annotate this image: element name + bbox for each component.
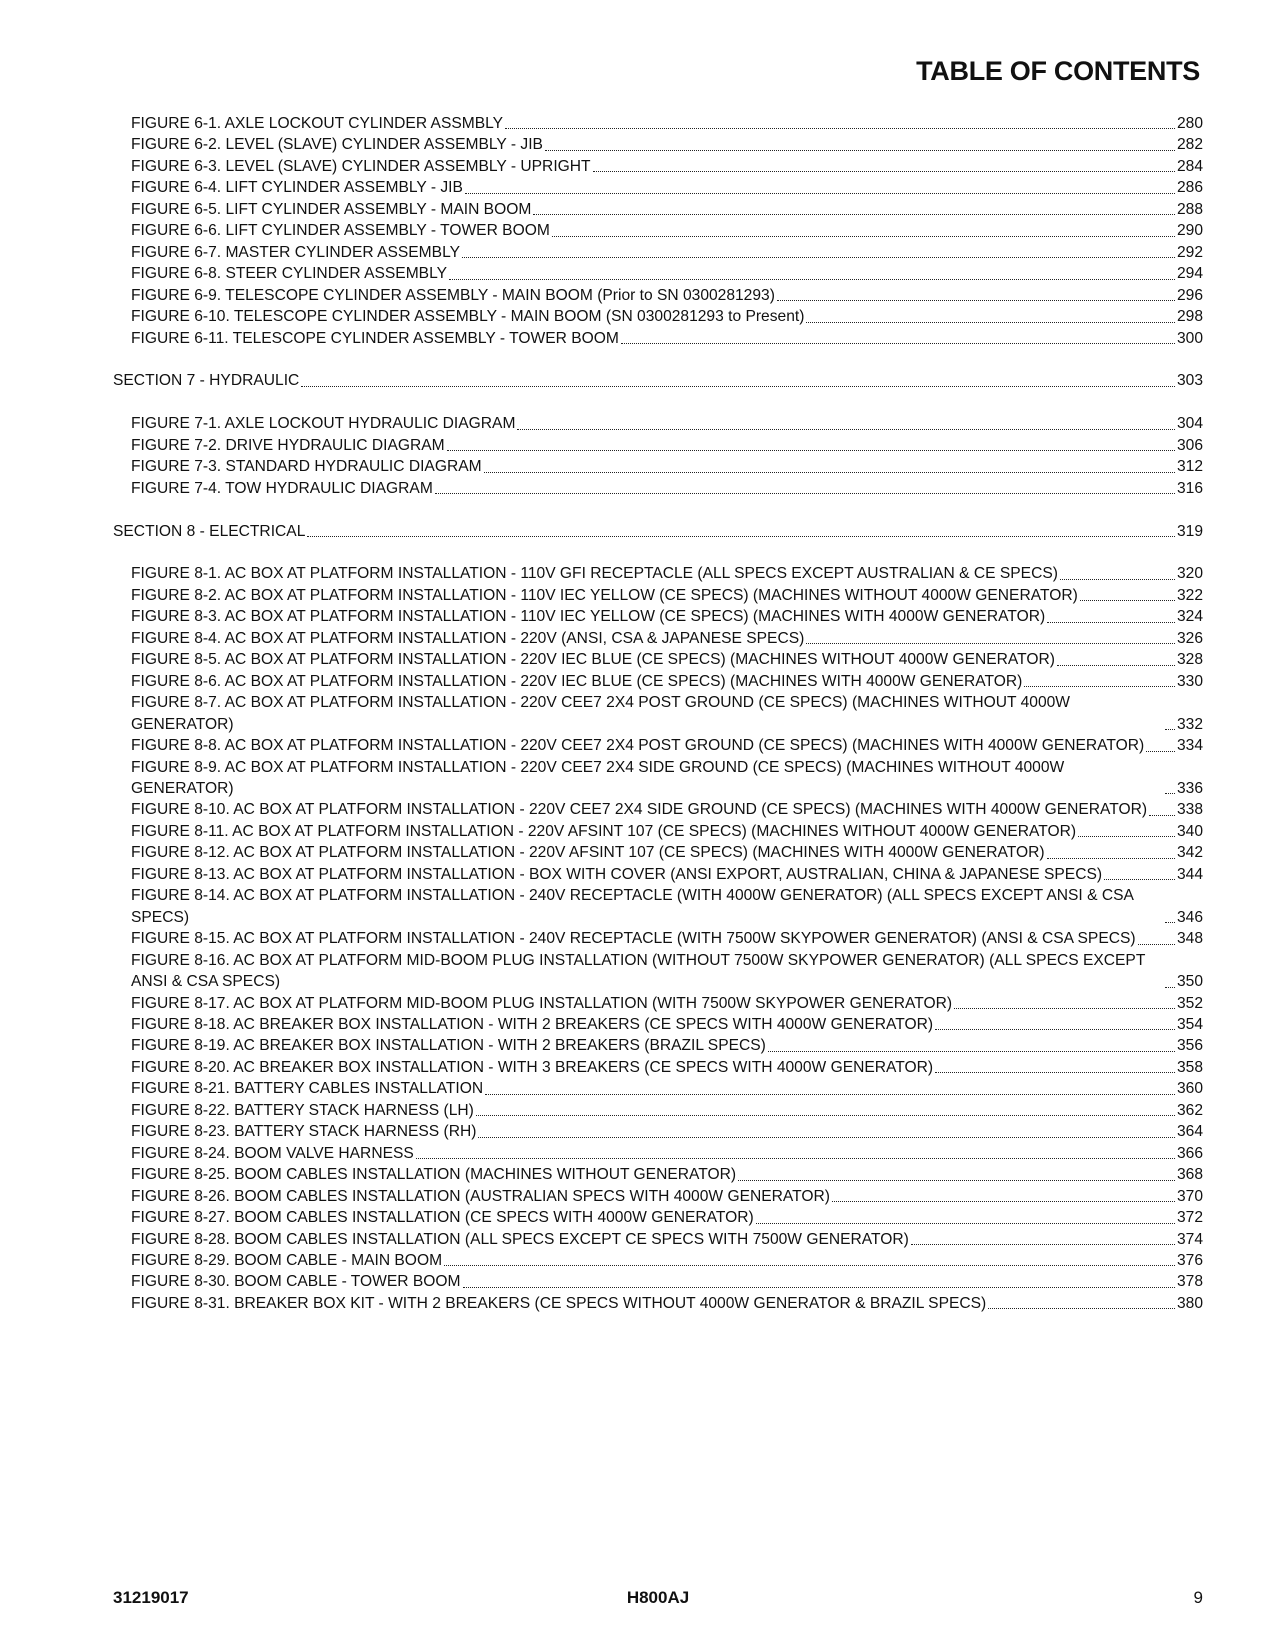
toc-entry-page-number: 380 xyxy=(1176,1294,1203,1312)
toc-entry-title: FIGURE 8-25. BOOM CABLES INSTALLATION (MACHINES WITHOUT GENERATOR) xyxy=(131,1166,737,1184)
toc-entry-page-number: 362 xyxy=(1176,1101,1203,1119)
dot-leader xyxy=(1138,944,1175,945)
toc-entry-title: SECTION 8 - ELECTRICAL xyxy=(113,522,306,540)
toc-figure-entry[interactable] xyxy=(113,285,1203,306)
toc-entry-title: FIGURE 8-28. BOOM CABLES INSTALLATION (ALL SPECS EXCEPT CE SPECS WITH 7500W GENERATOR) xyxy=(131,1230,909,1248)
dot-leader xyxy=(806,643,1175,644)
toc-entry-page-number: 320 xyxy=(1176,565,1203,583)
toc-entry-title: FIGURE 6-11. TELESCOPE CYLINDER ASSEMBLY - TOWER BOOM xyxy=(131,329,619,347)
toc-figure-entry[interactable] xyxy=(113,199,1203,220)
toc-figure-entry[interactable] xyxy=(113,649,1203,670)
toc-entry-page-number: 378 xyxy=(1176,1273,1203,1291)
toc-figure-entry[interactable] xyxy=(113,757,1203,800)
toc-entry-title: FIGURE 8-19. AC BREAKER BOX INSTALLATION - WITH 2 BREAKERS (BRAZIL SPECS) xyxy=(131,1037,766,1055)
toc-figure-entry[interactable] xyxy=(113,799,1203,820)
dot-leader xyxy=(444,1265,1175,1266)
dot-leader xyxy=(416,1158,1175,1159)
toc-figure-entry[interactable] xyxy=(113,156,1203,177)
toc-entry-title: FIGURE 8-16. AC BOX AT PLATFORM MID-BOOM PLUG INSTALLATION (WITHOUT 7500W SKYPOWER GENERATOR) (ALL SPECS EXCEPT ANSI & CSA SPECS) xyxy=(131,951,1146,991)
dot-leader xyxy=(1057,665,1175,666)
toc-figure-entry[interactable] xyxy=(113,950,1203,993)
toc-entry-title: FIGURE 6-2. LEVEL (SLAVE) CYLINDER ASSEMBLY - JIB xyxy=(131,136,543,154)
toc-entry-page-number: 336 xyxy=(1176,779,1203,797)
toc-entry-title: FIGURE 8-3. AC BOX AT PLATFORM INSTALLATION - 110V IEC YELLOW (CE SPECS) (MACHINES WITH 4000W GENERATOR) xyxy=(131,608,1046,626)
toc-entry-page-number: 340 xyxy=(1176,822,1203,840)
document-number: 31219017 xyxy=(113,1588,189,1607)
dot-leader xyxy=(301,386,1175,387)
dot-leader xyxy=(1047,622,1175,623)
toc-entry-page-number: 319 xyxy=(1176,522,1203,540)
dot-leader xyxy=(756,1223,1175,1224)
dot-leader xyxy=(1165,729,1175,730)
toc-entry-page-number: 300 xyxy=(1176,329,1203,347)
toc-figure-entry[interactable] xyxy=(113,1164,1203,1185)
dot-leader xyxy=(476,1115,1175,1116)
dot-leader xyxy=(447,450,1175,451)
dot-leader xyxy=(738,1180,1175,1181)
toc-entry-title: FIGURE 8-22. BATTERY STACK HARNESS (LH) xyxy=(131,1101,474,1119)
dot-leader xyxy=(505,128,1175,129)
toc-entry-page-number: 358 xyxy=(1176,1058,1203,1076)
dot-leader xyxy=(768,1051,1175,1052)
toc-entry-title: FIGURE 6-4. LIFT CYLINDER ASSEMBLY - JIB xyxy=(131,179,463,197)
toc-figure-entry[interactable] xyxy=(113,306,1203,327)
toc-entry-title: FIGURE 8-15. AC BOX AT PLATFORM INSTALLATION - 240V RECEPTACLE (WITH 7500W SKYPOWER GENERATOR) (ANSI & CSA SPECS) xyxy=(131,930,1136,948)
toc-figure-entry[interactable] xyxy=(113,328,1203,349)
toc-entry-page-number: 322 xyxy=(1176,586,1203,604)
dot-leader xyxy=(806,322,1175,323)
dot-leader xyxy=(1104,879,1175,880)
toc-entry-title: FIGURE 8-4. AC BOX AT PLATFORM INSTALLATION - 220V (ANSI, CSA & JAPANESE SPECS) xyxy=(131,629,805,647)
toc-entry-title: FIGURE 8-26. BOOM CABLES INSTALLATION (AUSTRALIAN SPECS WITH 4000W GENERATOR) xyxy=(131,1187,830,1205)
toc-entry-page-number: 338 xyxy=(1176,801,1203,819)
toc-entry-page-number: 284 xyxy=(1176,157,1203,175)
dot-leader xyxy=(545,150,1175,151)
toc-figure-entry[interactable] xyxy=(113,928,1203,949)
dot-leader xyxy=(988,1308,1175,1309)
dot-leader xyxy=(593,171,1175,172)
toc-figure-entry[interactable] xyxy=(113,671,1203,692)
toc-entry-title: FIGURE 8-30. BOOM CABLE - TOWER BOOM xyxy=(131,1273,461,1291)
toc-figure-entry[interactable] xyxy=(113,113,1203,134)
toc-entry-page-number: 282 xyxy=(1176,136,1203,154)
toc-section-entry[interactable] xyxy=(113,370,1203,391)
toc-entry-title: FIGURE 8-27. BOOM CABLES INSTALLATION (CE SPECS WITH 4000W GENERATOR) xyxy=(131,1209,754,1227)
toc-figure-entry[interactable] xyxy=(113,1186,1203,1207)
dot-leader xyxy=(1165,922,1175,923)
toc-figure-entry[interactable] xyxy=(113,134,1203,155)
toc-entry-title: FIGURE 7-4. TOW HYDRAULIC DIAGRAM xyxy=(131,479,433,497)
toc-figure-entry[interactable] xyxy=(113,413,1203,434)
toc-entry-title: FIGURE 6-3. LEVEL (SLAVE) CYLINDER ASSEMBLY - UPRIGHT xyxy=(131,157,591,175)
dot-leader xyxy=(307,536,1175,537)
toc-entry-title: FIGURE 8-13. AC BOX AT PLATFORM INSTALLATION - BOX WITH COVER (ANSI EXPORT, AUSTRALIAN, CHINA & JAPANESE SPECS) xyxy=(131,865,1103,883)
toc-entry-page-number: 346 xyxy=(1176,908,1203,926)
toc-entry-title: FIGURE 8-31. BREAKER BOX KIT - WITH 2 BREAKERS (CE SPECS WITHOUT 4000W GENERATOR & BRAZIL SPECS) xyxy=(131,1294,987,1312)
toc-entry-title: FIGURE 6-1. AXLE LOCKOUT CYLINDER ASSMBLY xyxy=(131,115,504,132)
toc-entry-page-number: 316 xyxy=(1176,479,1203,497)
page-number: 9 xyxy=(1193,1588,1203,1607)
toc-entry-page-number: 330 xyxy=(1176,672,1203,690)
toc-figure-entry[interactable] xyxy=(113,821,1203,842)
toc-figure-entry[interactable] xyxy=(113,1207,1203,1228)
toc-figure-entry[interactable] xyxy=(113,263,1203,284)
dot-leader xyxy=(954,1008,1175,1009)
toc-entry-title: FIGURE 6-6. LIFT CYLINDER ASSEMBLY - TOWER BOOM xyxy=(131,222,550,240)
table-of-contents-list xyxy=(113,113,1203,1314)
toc-entry-page-number: 370 xyxy=(1176,1187,1203,1205)
toc-entry-page-number: 298 xyxy=(1176,308,1203,326)
toc-figure-entry[interactable] xyxy=(113,456,1203,477)
toc-figure-entry[interactable] xyxy=(113,735,1203,756)
toc-entry-page-number: 286 xyxy=(1176,179,1203,197)
toc-entry-title: FIGURE 8-14. AC BOX AT PLATFORM INSTALLATION - 240V RECEPTACLE (WITH 4000W GENERATOR) (ALL SPECS EXCEPT ANSI & CSA SPECS) xyxy=(131,887,1134,926)
toc-entry-page-number: 328 xyxy=(1176,651,1203,669)
toc-entry-title: FIGURE 8-23. BATTERY STACK HARNESS (RH) xyxy=(131,1123,477,1141)
toc-figure-entry[interactable] xyxy=(113,585,1203,606)
toc-entry-page-number: 368 xyxy=(1176,1166,1203,1184)
toc-entry-title: FIGURE 8-9. AC BOX AT PLATFORM INSTALLATION - 220V CEE7 2X4 SIDE GROUND (CE SPECS) (MACHINES WITHOUT 4000W GENERATOR) xyxy=(131,758,1065,797)
toc-figure-entry[interactable] xyxy=(113,1293,1203,1314)
dot-leader xyxy=(935,1029,1175,1030)
toc-entry-page-number: 332 xyxy=(1176,715,1203,733)
toc-entry-title: FIGURE 8-18. AC BREAKER BOX INSTALLATION - WITH 2 BREAKERS (CE SPECS WITH 4000W GENERATOR) xyxy=(131,1015,934,1033)
dot-leader xyxy=(1024,686,1175,687)
toc-entry-title: FIGURE 8-1. AC BOX AT PLATFORM INSTALLATION - 110V GFI RECEPTACLE (ALL SPECS EXCEPT AUSTRALIAN & CE SPECS) xyxy=(131,565,1058,583)
toc-figure-entry[interactable] xyxy=(113,864,1203,885)
model-name: H800AJ xyxy=(626,1588,690,1607)
toc-entry-title: FIGURE 8-10. AC BOX AT PLATFORM INSTALLATION - 220V CEE7 2X4 SIDE GROUND (CE SPECS) (MACHINES WITH 4000W GENERATOR) xyxy=(131,801,1148,819)
toc-entry-title: FIGURE 8-12. AC BOX AT PLATFORM INSTALLATION - 220V AFSINT 107 (CE SPECS) (MACHINES WITH 4000W GENERATOR) xyxy=(131,844,1045,862)
dot-leader xyxy=(832,1201,1175,1202)
toc-entry-page-number: 354 xyxy=(1176,1015,1203,1033)
page-footer xyxy=(113,1588,1203,1612)
dot-leader xyxy=(1165,793,1175,794)
toc-figure-entry[interactable] xyxy=(113,1250,1203,1271)
toc-figure-entry[interactable] xyxy=(113,1035,1203,1056)
toc-figure-entry[interactable] xyxy=(113,478,1203,499)
toc-entry-page-number: 360 xyxy=(1176,1080,1203,1098)
toc-entry-title: FIGURE 6-10. TELESCOPE CYLINDER ASSEMBLY - MAIN BOOM (SN 0300281293 to Present) xyxy=(131,308,805,326)
toc-entry-page-number: 294 xyxy=(1176,265,1203,283)
toc-entry-title: FIGURE 8-29. BOOM CABLE - MAIN BOOM xyxy=(131,1251,443,1269)
toc-entry-page-number: 366 xyxy=(1176,1144,1203,1162)
toc-entry-title: FIGURE 8-21. BATTERY CABLES INSTALLATION xyxy=(131,1080,484,1098)
toc-figure-entry[interactable] xyxy=(113,177,1203,198)
toc-figure-entry[interactable] xyxy=(113,1121,1203,1142)
toc-entry-title: FIGURE 8-8. AC BOX AT PLATFORM INSTALLATION - 220V CEE7 2X4 POST GROUND (CE SPECS) (MACHINES WITH 4000W GENERATOR) xyxy=(131,737,1145,755)
dot-leader xyxy=(533,214,1175,215)
page-title: TABLE OF CONTENTS xyxy=(916,56,1200,86)
toc-entry-page-number: 290 xyxy=(1176,222,1203,240)
dot-leader xyxy=(1149,815,1175,816)
toc-figure-entry[interactable] xyxy=(113,435,1203,456)
toc-entry-title: SECTION 7 - HYDRAULIC xyxy=(113,372,300,390)
dot-leader xyxy=(449,279,1175,280)
toc-figure-entry[interactable] xyxy=(113,692,1203,735)
toc-entry-page-number: 372 xyxy=(1176,1209,1203,1227)
toc-entry-title: FIGURE 8-11. AC BOX AT PLATFORM INSTALLATION - 220V AFSINT 107 (CE SPECS) (MACHINES WITHOUT 4000W GENERATOR) xyxy=(131,822,1077,840)
toc-entry-page-number: 350 xyxy=(1176,973,1203,991)
toc-entry-title: FIGURE 8-7. AC BOX AT PLATFORM INSTALLATION - 220V CEE7 2X4 POST GROUND (CE SPECS) (MACHINES WITHOUT 4000W GENERATOR) xyxy=(131,694,1071,733)
toc-figure-entry[interactable] xyxy=(113,242,1203,263)
dot-leader xyxy=(621,343,1175,344)
toc-figure-entry[interactable] xyxy=(113,606,1203,627)
dot-leader xyxy=(911,1244,1175,1245)
toc-entry-page-number: 352 xyxy=(1176,994,1203,1012)
toc-figure-entry[interactable] xyxy=(113,1078,1203,1099)
dot-leader xyxy=(463,1287,1175,1288)
toc-figure-entry[interactable] xyxy=(113,1100,1203,1121)
toc-entry-page-number: 324 xyxy=(1176,608,1203,626)
toc-figure-entry[interactable] xyxy=(113,842,1203,863)
toc-entry-page-number: 348 xyxy=(1176,930,1203,948)
toc-entry-title: FIGURE 7-2. DRIVE HYDRAULIC DIAGRAM xyxy=(131,436,445,454)
toc-entry-page-number: 303 xyxy=(1176,372,1203,390)
toc-figure-entry[interactable] xyxy=(113,1057,1203,1078)
dot-leader xyxy=(777,300,1175,301)
toc-entry-page-number: 288 xyxy=(1176,200,1203,218)
toc-entry-title: FIGURE 8-20. AC BREAKER BOX INSTALLATION - WITH 3 BREAKERS (CE SPECS WITH 4000W GENERATOR) xyxy=(131,1058,934,1076)
toc-entry-page-number: 334 xyxy=(1176,737,1203,755)
dot-leader xyxy=(485,1094,1175,1095)
toc-entry-page-number: 326 xyxy=(1176,629,1203,647)
toc-entry-title: FIGURE 8-6. AC BOX AT PLATFORM INSTALLATION - 220V IEC BLUE (CE SPECS) (MACHINES WITH 4000W GENERATOR) xyxy=(131,672,1023,690)
toc-entry-title: FIGURE 6-5. LIFT CYLINDER ASSEMBLY - MAIN BOOM xyxy=(131,200,532,218)
toc-entry-title: FIGURE 6-8. STEER CYLINDER ASSEMBLY xyxy=(131,265,448,283)
dot-leader xyxy=(435,493,1175,494)
dot-leader xyxy=(1146,751,1175,752)
dot-leader xyxy=(1047,858,1175,859)
dot-leader xyxy=(1165,987,1175,988)
toc-entry-page-number: 364 xyxy=(1176,1123,1203,1141)
toc-entry-title: FIGURE 7-3. STANDARD HYDRAULIC DIAGRAM xyxy=(131,458,482,476)
toc-entry-title: FIGURE 7-1. AXLE LOCKOUT HYDRAULIC DIAGRAM xyxy=(131,415,516,433)
toc-figure-entry[interactable] xyxy=(113,628,1203,649)
toc-entry-page-number: 306 xyxy=(1176,436,1203,454)
toc-entry-title: FIGURE 6-9. TELESCOPE CYLINDER ASSEMBLY - MAIN BOOM (Prior to SN 0300281293) xyxy=(131,286,775,304)
toc-entry-page-number: 342 xyxy=(1176,844,1203,862)
toc-figure-entry[interactable] xyxy=(113,993,1203,1014)
toc-figure-entry[interactable] xyxy=(113,1143,1203,1164)
dot-leader xyxy=(1060,579,1175,580)
toc-entry-page-number: 312 xyxy=(1176,458,1203,476)
toc-entry-page-number: 356 xyxy=(1176,1037,1203,1055)
dot-leader xyxy=(484,472,1175,473)
toc-figure-entry[interactable] xyxy=(113,1271,1203,1292)
toc-entry-title: FIGURE 8-17. AC BOX AT PLATFORM MID-BOOM PLUG INSTALLATION (WITH 7500W SKYPOWER GENERATOR) xyxy=(131,994,953,1012)
toc-entry-page-number: 344 xyxy=(1176,865,1203,883)
dot-leader xyxy=(552,236,1175,237)
toc-entry-page-number: 296 xyxy=(1176,286,1203,304)
toc-section-entry[interactable] xyxy=(113,521,1203,542)
dot-leader xyxy=(462,257,1175,258)
toc-entry-page-number: 304 xyxy=(1176,415,1203,433)
toc-entry-page-number: 280 xyxy=(1176,115,1203,132)
toc-entry-title: FIGURE 8-5. AC BOX AT PLATFORM INSTALLATION - 220V IEC BLUE (CE SPECS) (MACHINES WITHOUT 4000W GENERATOR) xyxy=(131,651,1055,669)
dot-leader xyxy=(465,193,1175,194)
toc-figure-entry[interactable] xyxy=(113,1229,1203,1250)
dot-leader xyxy=(478,1137,1175,1138)
toc-entry-title: FIGURE 8-24. BOOM VALVE HARNESS xyxy=(131,1144,414,1162)
dot-leader xyxy=(517,429,1175,430)
toc-figure-entry[interactable] xyxy=(113,563,1203,584)
toc-entry-page-number: 376 xyxy=(1176,1251,1203,1269)
toc-entry-title: FIGURE 8-2. AC BOX AT PLATFORM INSTALLATION - 110V IEC YELLOW (CE SPECS) (MACHINES WITHOUT 4000W GENERATOR) xyxy=(131,586,1078,604)
toc-entry-page-number: 374 xyxy=(1176,1230,1203,1248)
toc-figure-entry[interactable] xyxy=(113,220,1203,241)
toc-entry-page-number: 292 xyxy=(1176,243,1203,261)
toc-figure-entry[interactable] xyxy=(113,885,1203,928)
dot-leader xyxy=(935,1072,1175,1073)
toc-figure-entry[interactable] xyxy=(113,1014,1203,1035)
dot-leader xyxy=(1078,836,1175,837)
toc-entry-title: FIGURE 6-7. MASTER CYLINDER ASSEMBLY xyxy=(131,243,460,261)
dot-leader xyxy=(1080,600,1175,601)
